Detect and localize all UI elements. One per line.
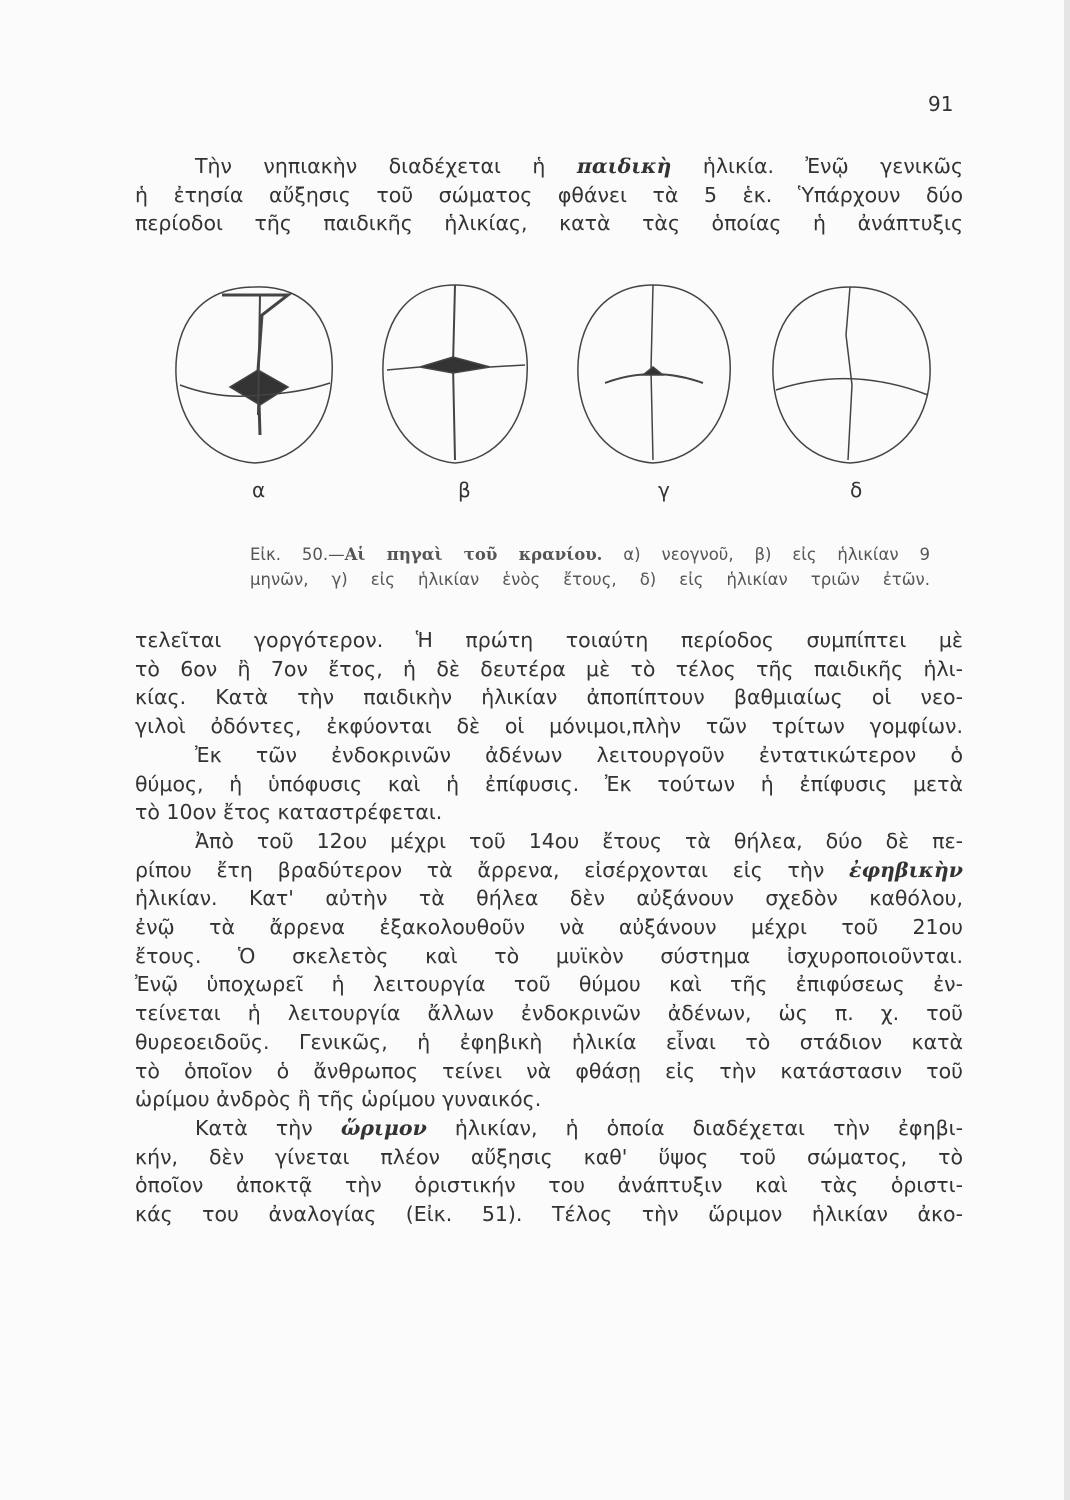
skull-fontanelles-figure (160, 275, 950, 505)
text-line: Κατὰ τὴν ὥριμον ἡλικίαν, ἡ ὁποία διαδέχεται τὴν ἐφηβι- (195, 1115, 963, 1140)
body-text (135, 626, 963, 1229)
skull-delta (773, 287, 930, 463)
figure-label-delta: δ (850, 478, 863, 502)
intro-paragraph (135, 152, 963, 238)
skull-alpha (176, 287, 332, 463)
text-line: κήν, δὲν γίνεται πλέον αὔξησις καθ' ὕψος τοῦ σώματος, τὸ (135, 1144, 963, 1169)
caption-line: μηνῶν, γ) εἰς ἡλικίαν ἑνὸς ἔτους, δ) εἰς ἡλικίαν τριῶν ἐτῶν. (250, 570, 930, 589)
text-line: Ἐκ τῶν ἐνδοκρινῶν ἀδένων λειτουργοῦν ἐντατικώτερον ὁ (195, 742, 963, 767)
text-line: θυρεοειδοῦς. Γενικῶς, ἡ ἐφηβικὴ ἡλικία εἶναι τὸ στάδιον κατὰ (135, 1029, 963, 1054)
text-line: τὸ ὁποῖον ὁ ἄνθρωπος τείνει νὰ φθάσῃ εἰς τὴν κατάστασιν τοῦ (135, 1058, 963, 1083)
text-line: ρίπου ἔτη βραδύτερον τὰ ἄρρενα, εἰσέρχονται εἰς τὴν ἐφηβικὴν (135, 857, 963, 882)
skull-gamma (578, 285, 730, 463)
text-line: τελεῖται γοργότερον. Ἡ πρώτη τοιαύτη περίοδος συμπίπτει μὲ (135, 628, 963, 652)
text-line: Ἐνῷ ὑποχωρεῖ ἡ λειτουργία τοῦ θύμου καὶ τῆς ἐπιφύσεως ἐν- (135, 972, 963, 997)
figure-caption: Εἰκ. 50.—Αἱ πηγαὶ τοῦ κρανίου. α) νεογνοῦ, β) εἰς ἡλικίαν 9 μηνῶν, γ) εἰς ἡλικίαν ἑνὸς ἔτους, δ) εἰς ἡλικίαν τριῶν ἐτῶν. (250, 542, 930, 592)
text-line: ἡλικίαν. Κατ' αὐτὴν τὰ θήλεα δὲν αὐξάνουν σχεδὸν καθόλου, (135, 886, 963, 911)
text-line: ἡ ἐτησία αὔξησις τοῦ σώματος φθάνει τὰ 5 ἑκ. Ὑπάρχουν δύο (135, 182, 963, 207)
text-line: περίοδοι τῆς παιδικῆς ἡλικίας, κατὰ τὰς ὁποίας ἡ ἀνάπτυξις (135, 211, 963, 236)
skull-beta (383, 285, 527, 463)
text-line: ἔτους. Ὁ σκελετὸς καὶ τὸ μυϊκὸν σύστημα ἰσχυροποιοῦνται. (135, 943, 963, 968)
figure-label-beta: β (458, 478, 471, 502)
text-line: ἐνῷ τὰ ἄρρενα ἐξακολουθοῦν νὰ αὐξάνουν μέχρι τοῦ 21ου (135, 915, 963, 940)
text-line: τείνεται ἡ λειτουργία ἄλλων ἐνδοκρινῶν ἀδένων, ὡς π. χ. τοῦ (135, 1001, 963, 1026)
text-line: Ἀπὸ τοῦ 12ου μέχρι τοῦ 14ου ἔτους τὰ θήλεα, δύο δὲ πε- (195, 828, 963, 853)
text-line: ὁποῖον ἀποκτᾷ τὴν ὁριστικήν του ἀνάπτυξιν καὶ τὰς ὁριστι- (135, 1173, 963, 1198)
figure-label-gamma: γ (658, 478, 670, 502)
text-line: τὸ 10ον ἔτος καταστρέφεται. (135, 800, 443, 825)
text-line: ὡρίμου ἀνδρὸς ἢ τῆς ὡρίμου γυναικός. (135, 1087, 542, 1112)
text-line: κίας. Κατὰ τὴν παιδικὴν ἡλικίαν ἀποπίπτουν βαθμιαίως οἱ νεο- (135, 685, 963, 710)
page-edge (1064, 0, 1070, 1500)
text-line: κάς του ἀναλογίας (Εἰκ. 51). Τέλος τὴν ὥριμον ἡλικίαν ἀκο- (135, 1202, 963, 1227)
text-line: γιλοὶ ὀδόντες, ἐκφύονται δὲ οἱ μόνιμοι,πλὴν τῶν τρίτων γομφίων. (135, 714, 963, 739)
page-number: 91 (928, 92, 954, 116)
text-line: θύμος, ἡ ὑπόφυσις καὶ ἡ ἐπίφυσις. Ἐκ τούτων ἡ ἐπίφυσις μετὰ (135, 771, 963, 796)
text-line: Τὴν νηπιακὴν διαδέχεται ἡ παιδικὴ ἡλικία. Ἐνῷ γενικῶς (195, 154, 963, 178)
figure-label-alpha: α (252, 478, 266, 502)
text-line: τὸ 6ον ἢ 7ον ἔτος, ἡ δὲ δευτέρα μὲ τὸ τέλος τῆς παιδικῆς ἡλι- (135, 656, 963, 681)
